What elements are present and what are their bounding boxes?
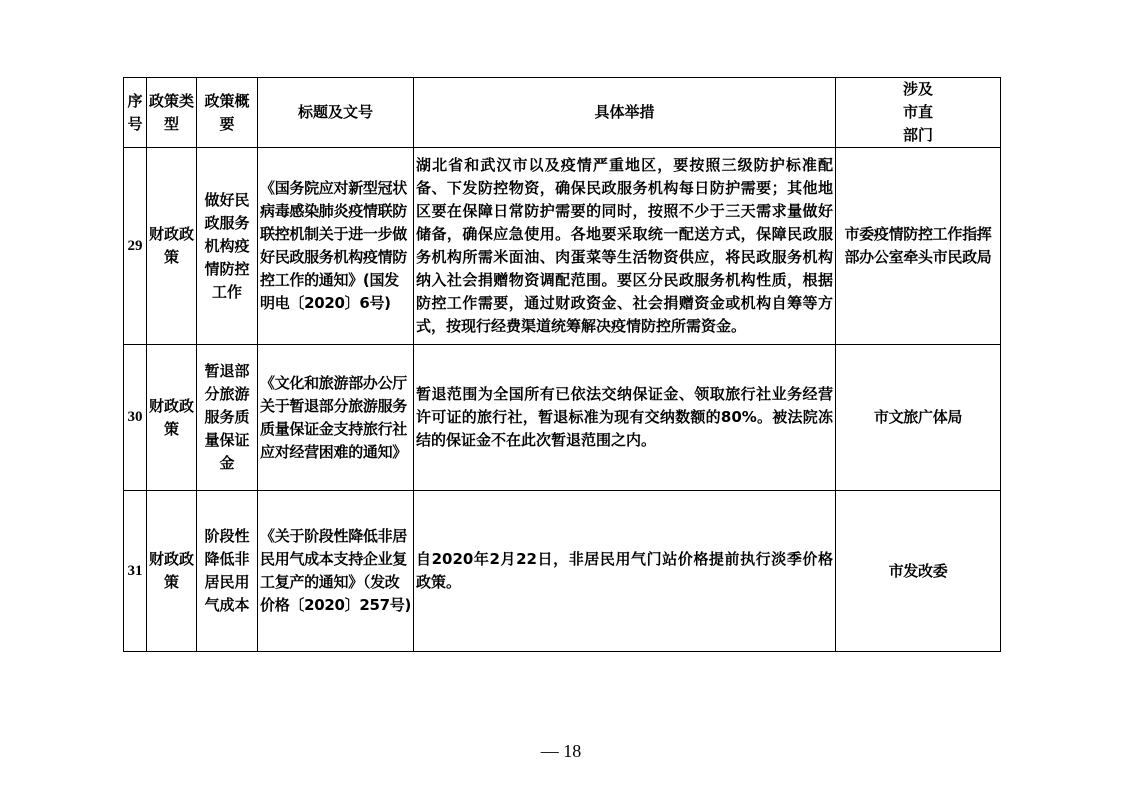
header-no: 序号 [124, 78, 147, 148]
header-measures: 具体举措 [414, 78, 836, 148]
policy-measures: 暂退范围为全国所有已依法交纳保证金、领取旅行社业务经营许可证的旅行社，暂退标准为现有交纳数额的80%。被法院冻结的保证金不在此次暂退范围之内。 [414, 345, 836, 491]
header-type: 政策类型 [147, 78, 197, 148]
row-number: 31 [124, 491, 147, 652]
policy-departments: 市文旅广体局 [836, 345, 1001, 491]
table-row [124, 491, 1001, 652]
policy-title: 《文化和旅游部办公厅关于暂退部分旅游服务质量保证金支持旅行社应对经营困难的通知》 [258, 345, 414, 491]
header-title: 标题及文号 [258, 78, 414, 148]
policy-summary: 暂退部分旅游服务质量保证金 [197, 345, 258, 491]
policy-type: 财政政策 [147, 491, 197, 652]
header-summary: 政策概要 [197, 78, 258, 148]
policy-type: 财政政策 [147, 345, 197, 491]
policy-measures: 湖北省和武汉市以及疫情严重地区，要按照三级防护标准配备、下发防控物资，确保民政服务机构每日防护需要；其他地区要在保障日常防护需要的同时，按照不少于三天需求量做好储备，确保应急使用。各地要采取统一配送方式，保障民政服务机构所需米面油、肉蛋菜等生活物资供应，将民政服务机构纳入社会捐赠物资调配范围。要区分民政服务机构性质，根据防控工作需要，通过财政资金、社会捐赠资金或机构自筹等方式，按现行经费渠道统筹解决疫情防控所需资金。 [414, 148, 836, 345]
page-number: — 18 [540, 741, 582, 761]
policy-summary: 阶段性降低非居民用气成本 [197, 491, 258, 652]
policy-table [123, 77, 1001, 652]
row-number: 30 [124, 345, 147, 491]
table-header-row [124, 78, 1001, 148]
policy-measures: 自2020年2月22日，非居民用气门站价格提前执行淡季价格政策。 [414, 491, 836, 652]
policy-type: 财政政策 [147, 148, 197, 345]
policy-title: 《关于阶段性降低非居民用气成本支持企业复工复产的通知》（发改价格〔2020〕257号) [258, 491, 414, 652]
table-row [124, 148, 1001, 345]
policy-departments: 市发改委 [836, 491, 1001, 652]
policy-title: 《国务院应对新型冠状病毒感染肺炎疫情联防联控机制关于进一步做好民政服务机构疫情防控工作的通知》(国发明电〔2020〕6号) [258, 148, 414, 345]
policy-departments: 市委疫情防控工作指挥部办公室牵头市民政局 [836, 148, 1001, 345]
row-number: 29 [124, 148, 147, 345]
header-departments: 涉及市直部门 [836, 78, 1001, 148]
table-row [124, 345, 1001, 491]
policy-summary: 做好民政服务机构疫情防控工作 [197, 148, 258, 345]
